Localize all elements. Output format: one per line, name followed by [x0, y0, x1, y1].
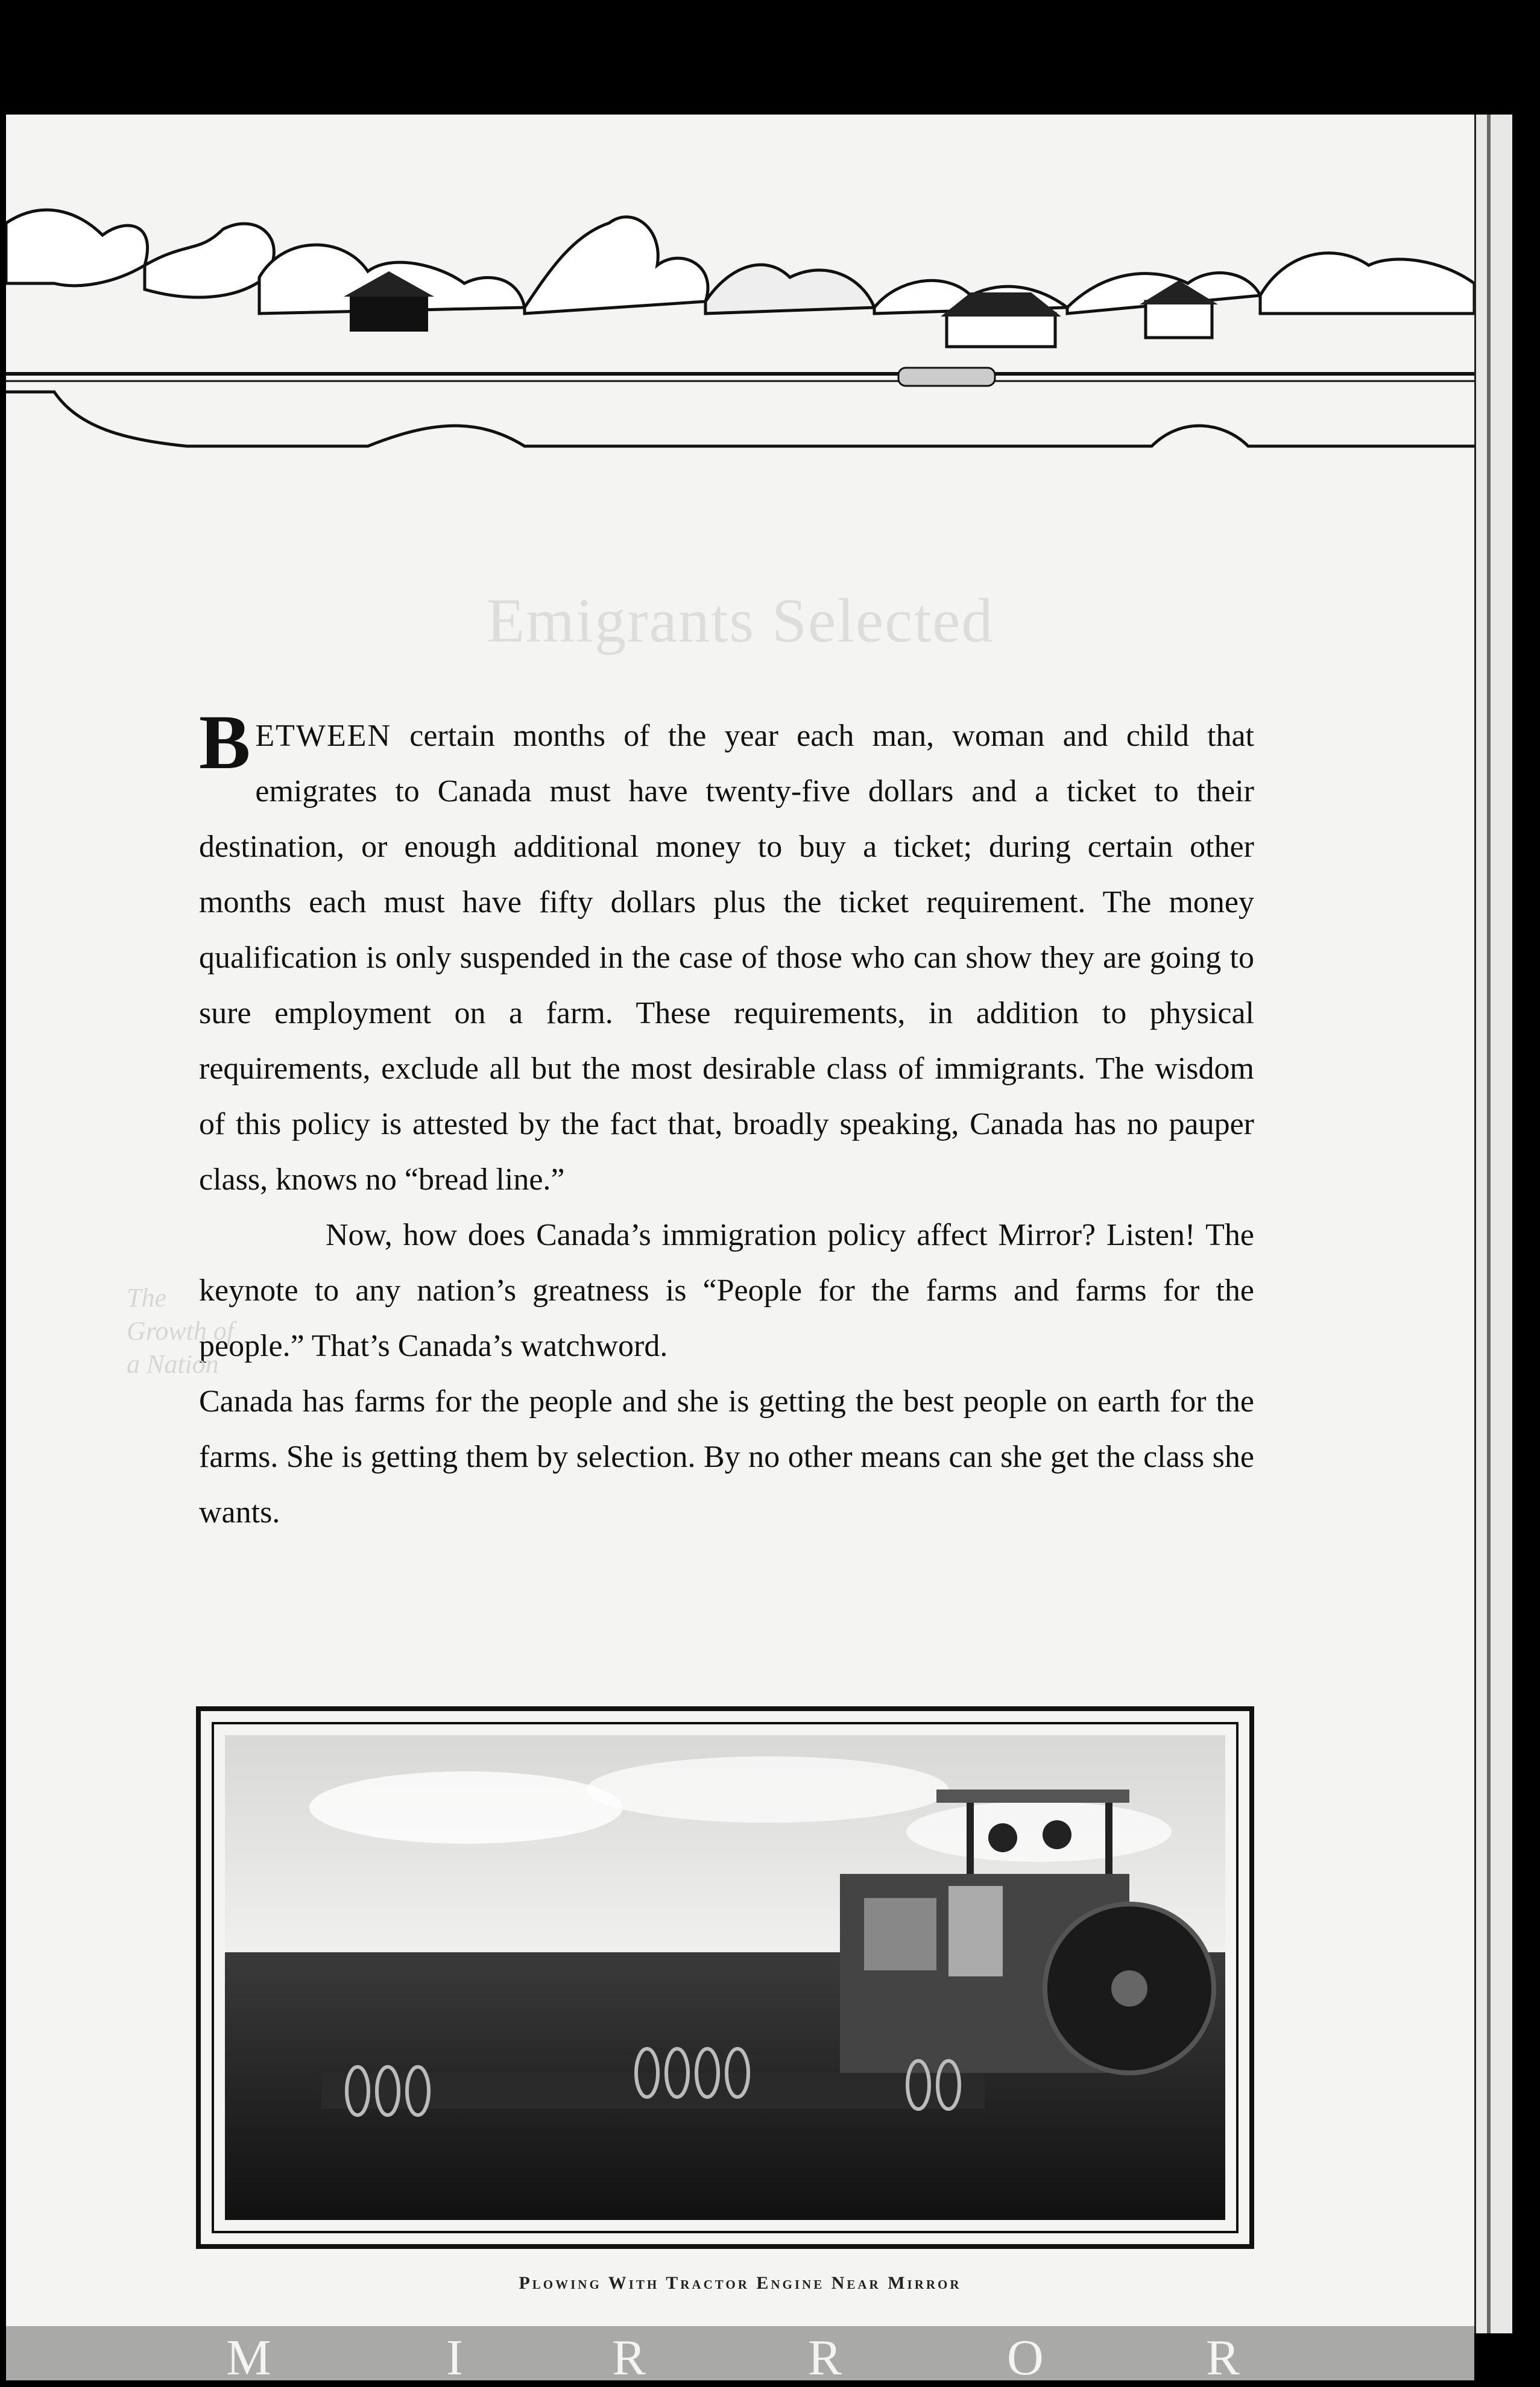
paragraph-1-lead: ETWEEN [255, 719, 392, 753]
landscape-header-illustration [6, 163, 1474, 525]
photo-caption: Plowing With Tractor Engine Near Mirror [519, 2273, 962, 2293]
footer-band [6, 2326, 1474, 2386]
footer-letter: I [446, 2330, 463, 2386]
body-text [199, 699, 1254, 1540]
footer-letter: R [1206, 2330, 1240, 2386]
paragraph-2: Now, how does Canada’s immigration policy affect Mirror? Listen! The keynote to any nation’s greatness is “People for the farms and farms for the people.” That’s Canada’s watchword. [199, 1218, 1254, 1363]
paragraph-1-text: certain months of the year each man, woman and child that emigrates to Canada must have twenty-five dollars and a ticket to their destination, or enough additional money to buy a ticket; during certain other months each must have fifty dollars plus the ticket requirement. The money qualification is only suspended in the case of those who can show they are going to sure employment on a farm. These requirements, in addition to physical requirements, exclude all but the most desirable class of immigrants. The wisdom of this policy is attested by the fact that, broadly speaking, Canada has no pauper class, knows no “bread line.” [199, 719, 1254, 1197]
drop-cap: B [199, 699, 251, 785]
footer-letter: O [1007, 2330, 1044, 2386]
footer-letter: R [612, 2330, 646, 2386]
tractor-photo [225, 1735, 1225, 2220]
paragraph-1 [199, 699, 1254, 1208]
footer-letter: R [808, 2330, 842, 2386]
adjacent-page-edge [1474, 115, 1512, 2333]
page-heading: Emigrants Selected [486, 586, 994, 655]
margin-note: The Growth of a Nation [127, 1283, 235, 1379]
footer-letter: M [226, 2330, 271, 2386]
paragraph-3: Canada has farms for the people and she is getting the best people on earth for the farms. She is getting them by selection. By no other means can she get the class she wants. [199, 1384, 1254, 1530]
document-page [6, 115, 1474, 2386]
photo-frame [196, 1706, 1254, 2249]
